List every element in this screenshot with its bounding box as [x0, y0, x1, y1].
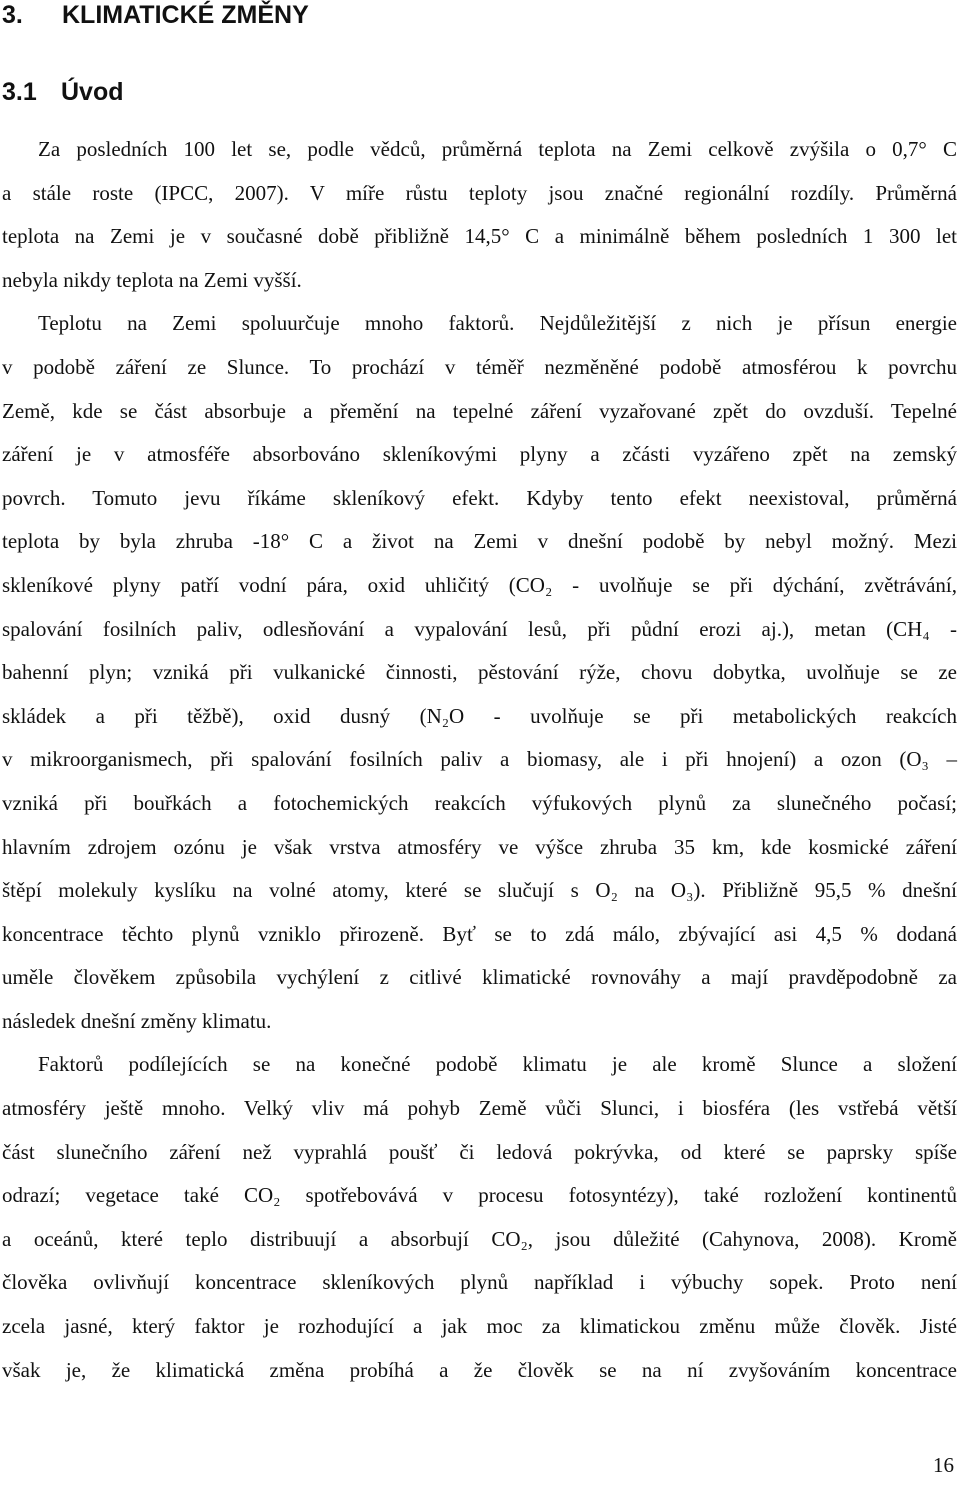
text-line: člověka ovlivňují koncentrace skleníkových plynů například i výbuchy sopek. Proto není: [2, 1270, 957, 1295]
text-line: a stále roste (IPCC, 2007). V míře růstu teploty jsou značné regionální rozdíly. Průměrná: [2, 180, 957, 205]
text-line: v podobě záření ze Slunce. To prochází v téměř nezměněné podobě atmosférou k povrchu: [2, 354, 957, 379]
text-line: povrch. Tomuto jevu říkáme skleníkový efekt. Kdyby tento efekt neexistoval, průměrná: [2, 485, 957, 510]
chapter-title: KLIMATICKÉ ZMĚNY: [62, 1, 309, 29]
text-line: však je, že klimatická změna probíhá a že člověk se na ní zvyšováním koncentrace: [2, 1357, 957, 1382]
text-line: spalování fosilních paliv, odlesňování a vypalování lesů, při půdní erozi aj.), metan (CH₄ -: [2, 616, 957, 641]
text-line: Teplotu na Zemi spoluurčuje mnoho faktorů. Nejdůležitější z nich je přísun energie: [38, 311, 957, 336]
text-line: záření je v atmosféře absorbováno skleníkovými plyny a zčásti vyzářeno zpět na zemský: [2, 442, 957, 467]
text-line: Faktorů podílejících se na konečné podobě klimatu je ale kromě Slunce a složení: [38, 1052, 957, 1077]
section-number: 3.1: [2, 78, 37, 106]
text-line: vzniká při bouřkách a fotochemických reakcích výfukových plynů za slunečného počasí;: [2, 790, 957, 815]
text-line: část slunečního záření než vyprahlá poušť či ledová pokrývka, od které se paprsky spíše: [2, 1139, 957, 1164]
text-line: hlavním zdrojem ozónu je však vrstva atmosféry ve výšce zhruba 35 km, kde kosmické záření: [2, 834, 957, 859]
text-line: následek dnešní změny klimatu.: [2, 1008, 272, 1033]
text-line: odrazí; vegetace také CO₂ spotřebovává v procesu fotosyntézy), také rozložení kontinentů: [2, 1183, 957, 1208]
text-line: koncentrace těchto plynů vzniklo přirozeně. Byť se to zdá málo, zbývající asi 4,5 % dodaná: [2, 921, 957, 946]
text-line: nebyla nikdy teplota na Zemi vyšší.: [2, 267, 302, 292]
text-line: zcela jasné, který faktor je rozhodující a jak moc za klimatickou změnu může člověk. Jisté: [2, 1314, 957, 1339]
text-line: teplota by byla zhruba -18° C a život na Zemi v dnešní podobě by nebyl možný. Mezi: [2, 529, 957, 554]
section-heading: [2, 78, 124, 107]
text-line: Země, kde se část absorbuje a přemění na tepelné záření vyzařované zpět do ovzduší. Tepelné: [2, 398, 957, 423]
text-line: skládek a při těžbě), oxid dusný (N₂O - uvolňuje se při metabolických reakcích: [2, 703, 957, 728]
text-line: štěpí molekuly kyslíku na volné atomy, které se slučují s O₂ na O₃). Přibližně 95,5 % dnešní: [2, 878, 957, 903]
body-text: [2, 132, 957, 1396]
text-line: Za posledních 100 let se, podle vědců, průměrná teplota na Zemi celkově zvýšila o 0,7° C: [38, 137, 957, 161]
text-line: skleníkové plyny patří vodní pára, oxid uhličitý (CO₂ - uvolňuje se při dýchání, zvětrávání,: [2, 572, 957, 597]
text-line: uměle člověkem způsobila vychýlení z citlivé klimatické rovnováhy a mají pravděpodobně za: [2, 965, 957, 990]
page-number: 16: [933, 1453, 954, 1477]
text-line: a oceánů, které teplo distribuují a absorbují CO₂, jsou důležité (Cahynova, 2008). Kromě: [2, 1226, 957, 1251]
chapter-heading: [2, 1, 309, 30]
text-line: teplota na Zemi je v současné době přibližně 14,5° C a minimálně během posledních 1 300 let: [2, 224, 957, 249]
chapter-number: 3.: [2, 1, 23, 29]
section-title: Úvod: [61, 78, 124, 106]
text-line: atmosféry ještě mnoho. Velký vliv má pohyb Země vůči Slunci, i biosféra (les vstřebá větší: [2, 1096, 957, 1121]
text-line: bahenní plyn; vzniká při vulkanické činnosti, pěstování rýže, chovu dobytka, uvolňuje se ze: [2, 660, 957, 685]
text-line: v mikroorganismech, při spalování fosilních paliv a biomasy, ale i při hnojení) a ozon (O₃ –: [2, 747, 957, 772]
